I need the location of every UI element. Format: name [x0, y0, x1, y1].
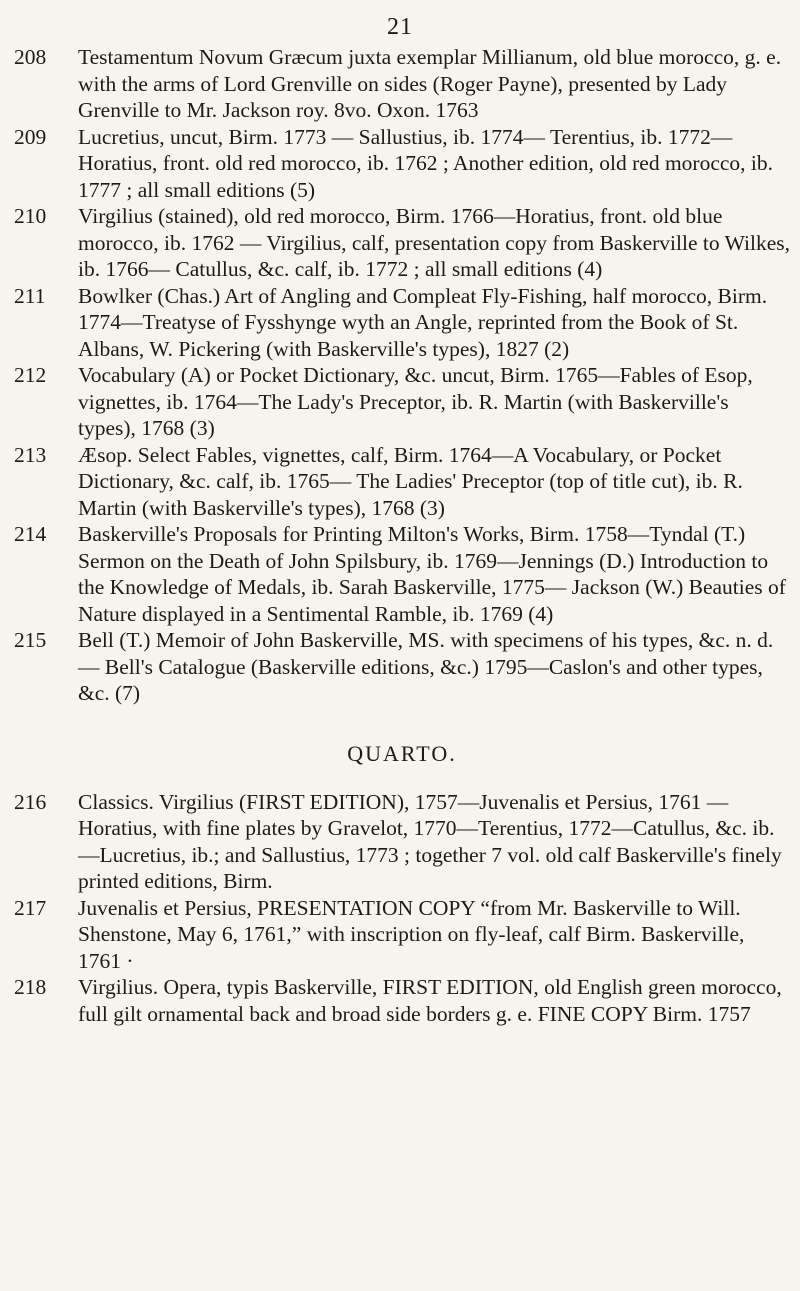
entry-number: 217 — [14, 895, 47, 920]
catalogue-entry — [14, 203, 790, 283]
entry-text: Virgilius. Opera, typis Baskerville, FIRST EDITION, old English green morocco, full gilt ornamental back and broad side borders g. e. FINE COPY Birm. 1757 — [78, 975, 782, 1026]
entry-number: 218 — [14, 975, 47, 999]
entry-number: 209 — [14, 124, 47, 149]
entry-text: Bell (T.) Memoir of John Baskerville, MS. with specimens of his types, &c. n. d. — Bell's Catalogue (Baskerville editions, &c.) 1795—Caslon's and other types, &c. (7) — [78, 628, 774, 705]
entry-number: 214 — [14, 522, 47, 546]
catalogue-entry — [14, 124, 790, 204]
entry-text: Virgilius (stained), old red morocco, Birm. 1766—Horatius, front. old blue morocco, ib. 1762 — Virgilius, calf, presentation copy from Baskerville to Wilkes, ib. 1766— Catullus, &c. calf, ib. 1772 ; all small editions (4) — [78, 204, 790, 281]
catalogue-entry — [14, 895, 790, 975]
entry-number: 216 — [14, 789, 47, 814]
entry-text: Juvenalis et Persius, PRESENTATION COPY “from Mr. Baskerville to Will. Shenstone, May 6, 1761,” with inscription on fly-leaf, calf Birm. Baskerville, 1761 · — [78, 895, 745, 973]
entry-number: 210 — [14, 204, 47, 228]
entry-text: Baskerville's Proposals for Printing Milton's Works, Birm. 1758—Tyndal (T.) Sermon on the Death of John Spilsbury, ib. 1769—Jennings (D.) Introduction to the Knowledge of Medals, ib. Sarah Baskerville, 1775— Jackson (W.) Beauties of Nature displayed in a Sentimental Ramble, ib. 1769 (4) — [78, 522, 786, 626]
page-number: 21 — [387, 14, 413, 40]
section-heading: QUARTO. — [347, 740, 457, 766]
catalogue-entries — [14, 44, 790, 1027]
entry-text: Bowlker (Chas.) Art of Angling and Compleat Fly-Fishing, half morocco, Birm. 1774—Treatyse of Fysshynge wyth an Angle, reprinted from the Book of St. Albans, W. Pickering (with Baskerville's types), 1827 (2) — [78, 283, 768, 361]
entry-number: 208 — [14, 45, 47, 69]
catalogue-entry — [14, 627, 790, 707]
catalogue-entry — [14, 44, 790, 124]
entry-text: Classics. Virgilius (FIRST EDITION), 1757—Juvenalis et Persius, 1761 — Horatius, with fine plates by Gravelot, 1770—Terentius, 1772—Catullus, &c. ib.—Lucretius, ib.; and Sallustius, 1773 ; together 7 vol. old calf Baskerville's finely printed editions, Birm. — [78, 789, 782, 893]
entry-text: Lucretius, uncut, Birm. 1773 — Sallustius, ib. 1774— Terentius, ib. 1772—Horatius, front. old red morocco, ib. 1762 ; Another edition, old red morocco, ib. 1777 ; all small editions (5) — [78, 124, 774, 202]
entry-number: 211 — [14, 283, 46, 308]
catalogue-entry — [14, 974, 790, 1027]
catalogue-entry — [14, 283, 790, 363]
catalogue-entry — [14, 442, 790, 522]
entry-text: Testamentum Novum Græcum juxta exemplar Millianum, old blue morocco, g. e. with the arms of Lord Grenville on sides (Roger Payne), presented by Lady Grenville to Mr. Jackson roy. 8vo. Oxon. 1763 — [78, 45, 782, 122]
entry-number: 213 — [14, 442, 47, 467]
entry-text: Vocabulary (A) or Pocket Dictionary, &c. uncut, Birm. 1765—Fables of Esop, vignettes, ib. 1764—The Lady's Preceptor, ib. R. Martin (with Baskerville's types), 1768 (3) — [78, 363, 753, 440]
entry-number: 215 — [14, 628, 47, 652]
catalogue-entry — [14, 789, 790, 895]
catalogue-entry — [14, 521, 790, 627]
entry-number: 212 — [14, 363, 47, 387]
entry-text: Æsop. Select Fables, vignettes, calf, Birm. 1764—A Vocabulary, or Pocket Dictionary, &c. calf, ib. 1765— The Ladies' Preceptor (top of title cut), ib. R. Martin (with Baskerville's types), 1768 (3) — [78, 442, 743, 520]
catalogue-entry — [14, 362, 790, 442]
